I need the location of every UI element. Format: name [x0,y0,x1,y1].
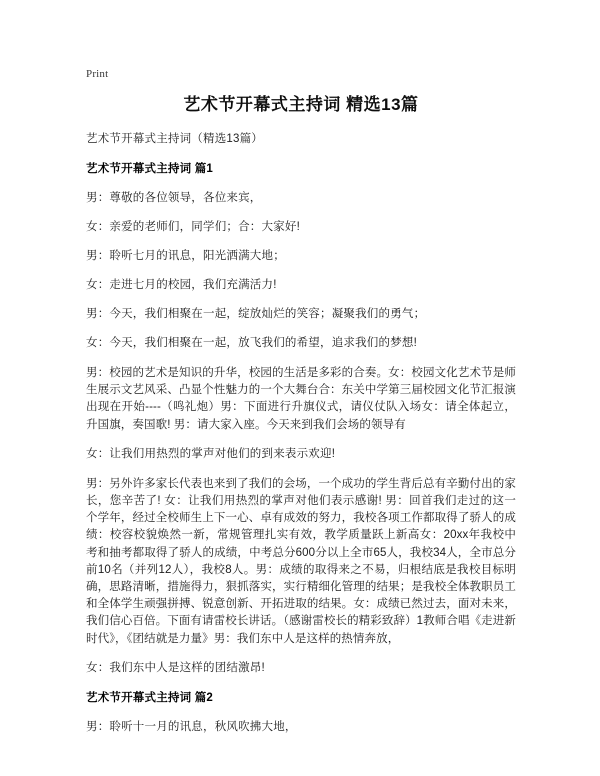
page-title: 艺术节开幕式主持词 精选13篇 [183,95,419,114]
article-body [86,92,516,736]
dialogue-line: 女：亲爱的老师们，同学们；合：大家好! [86,221,300,233]
dialogue-line: 男：聆听十一月的讯息，秋风吹拂大地， [86,720,297,733]
dialogue-line: 女：我们东中人是这样的团结激昂! [86,661,265,674]
dialogue-block: 男：另外许多家长代表也来到了我们的会场，一个成功的学生背后总有辛勤付出的家长，您辛苦了! 女：让我们用热烈的掌声对他们表示感谢! 男：回首我们走过的这一个学年，经过全校师生上下一心、卓有成效的努力，我校各项工作都取得了骄人的成绩：校容校貌焕然一新，常规管理扎实有效，教学质量跃上新高女：20xx年我校中考和抽考都取得了骄人的成绩，中考总分600分以上全市65人，我校34人，全市总分前10名（并列12人），我校8人。男：成绩的取得来之不易，归根结底是我校目标明确，思路清晰，措施得力，狠抓落实，实行精细化管理的结果；是我校全体教职员工和全体学生顽强拼搏、锐意创新、开拓进取的结果。女：成绩已然过去，面对未来，我们信心百倍。下面有请雷校长讲话。（感谢雷校长的精彩致辞）1教师合唱《走进新时代》，《团结就是力量》男：我们东中人是这样的热情奔放， [86,477,516,645]
dialogue-block: 男：校园的艺术是知识的升华，校园的生活是多彩的合奏。女：校园文化艺术节是师生展示文艺风采、凸显个性魅力的一个大舞台合：东关中学第三届校园文化节汇报演出现在开始----（鸣礼炮）男：下面进行升旗仪式，请仪仗队入场女：请全体起立，升国旗，奏国歌! 男：请大家入座。今天来到我们会场的领导有 [86,367,516,431]
section-heading-2: 艺术节开幕式主持词 篇2 [86,691,213,704]
dialogue-line: 女：走进七月的校园，我们充满活力! [86,279,277,291]
dialogue-line: 女：让我们用热烈的掌声对他们的到来表示欢迎! [86,447,336,460]
dialogue-line: 男：聆听七月的讯息，阳光洒满大地； [86,250,285,262]
print-button[interactable]: Print [86,68,109,80]
document-subtitle: 艺术节开幕式主持词（精选13篇） [86,133,263,145]
print-toolbar [86,66,108,80]
section-heading-1: 艺术节开幕式主持词 篇1 [86,163,213,175]
dialogue-line: 女：今天，我们相聚在一起，放飞我们的希望，追求我们的梦想! [86,337,417,349]
dialogue-line: 男：尊敬的各位领导，各位来宾， [86,192,262,204]
dialogue-line: 男：今天，我们相聚在一起，绽放灿烂的笑容；凝聚我们的勇气； [86,308,426,320]
